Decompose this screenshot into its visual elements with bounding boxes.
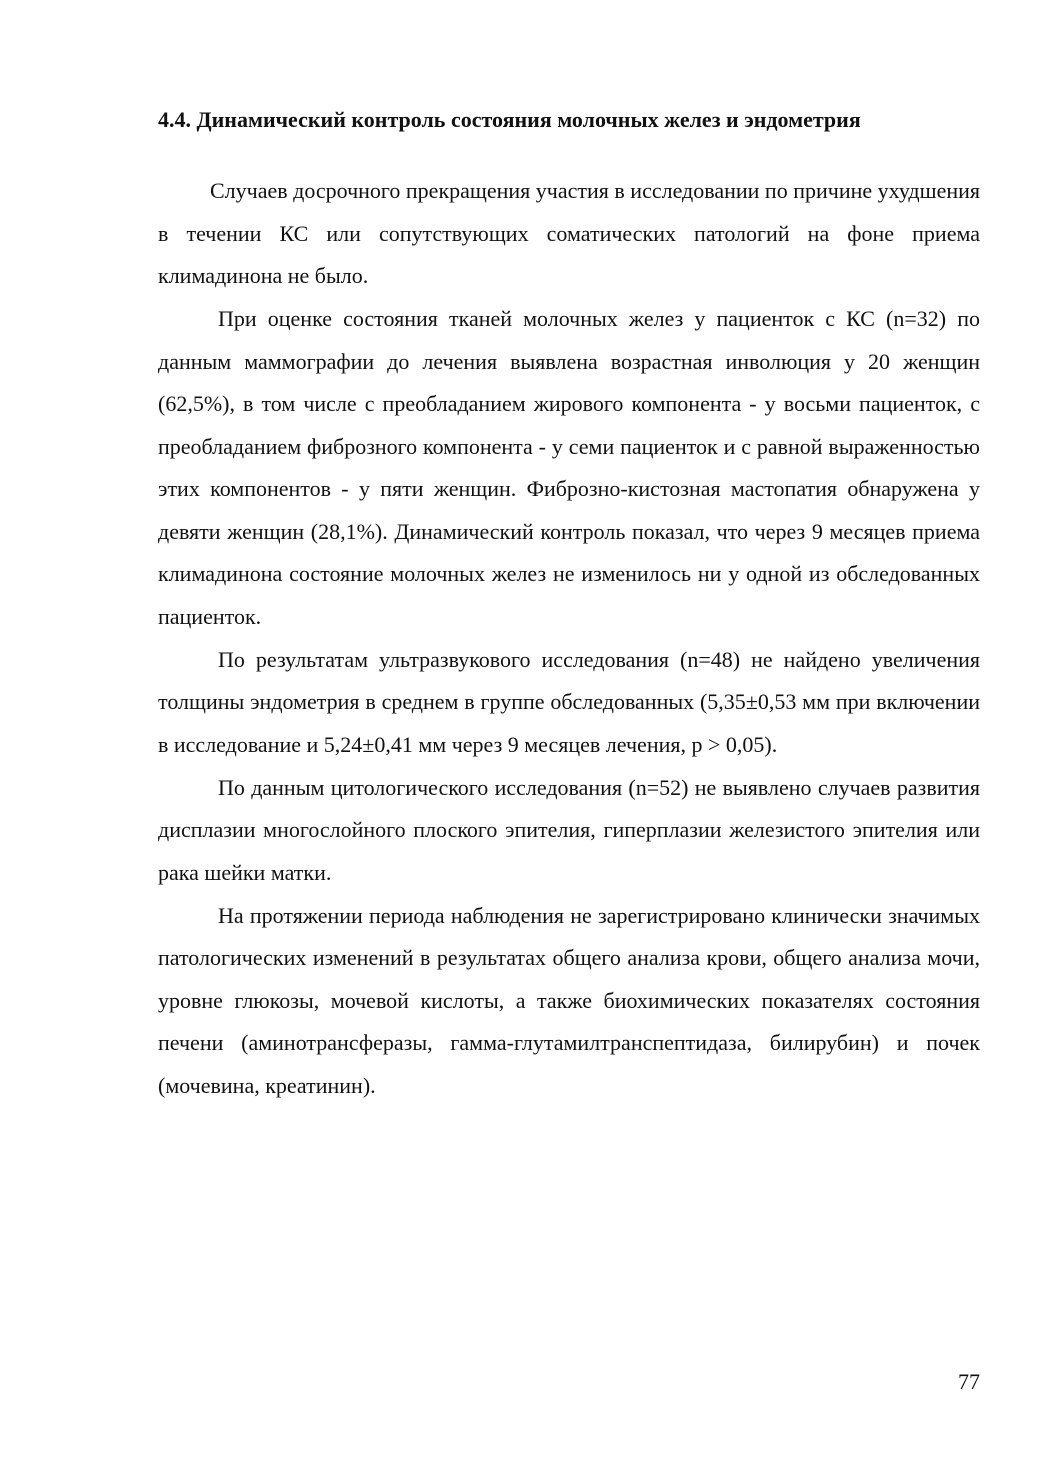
page-number: 77: [958, 1369, 980, 1394]
paragraph-lab-results: На протяжении периода наблюдения не зарегистрировано клинически значимых патологических изменений в результатах общего анализа крови, общего анализа мочи, уровне глюкозы, мочевой кислоты, а также биохимических показателях состояния печени (аминотрансферазы, гамма-глутамилтранспептидаза, билирубин) и почек (мочевина, креатинин).: [158, 902, 980, 1098]
body-text: [158, 170, 980, 1107]
paragraph-ultrasound: По результатам ультразвукового исследования (n=48) не найдено увеличения толщины эндометрия в среднем в группе обследованных (5,35±0,53 мм при включении в исследование и 5,24±0,41 мм через 9 месяцев лечения, р > 0,05).: [158, 646, 980, 757]
paragraph-cytology: По данным цитологического исследования (n=52) не выявлено случаев развития дисплазии многослойного плоского эпителия, гиперплазии железистого эпителия или рака шейки матки.: [158, 774, 980, 885]
section-title: 4.4. Динамический контроль состояния молочных желез и эндометрия: [158, 107, 861, 132]
paragraph-mammography: При оценке состояния тканей молочных желез у пациенток с КС (n=32) по данным маммографии до лечения выявлена возрастная инволюция у 20 женщин (62,5%), в том числе с преобладанием жирового компонента - у восьми пациенток, с преобладанием фиброзного компонента - у семи пациенток и с равной выраженностью этих компонентов - у пяти женщин. Фиброзно-кистозная мастопатия обнаружена у девяти женщин (28,1%). Динамический контроль показал, что через 9 месяцев приема климадинона состояние молочных желез не изменилось ни у одной из обследованных пациенток.: [158, 306, 980, 629]
paragraph-early-withdrawal: Случаев досрочного прекращения участия в исследовании по причине ухудшения в течении КС или сопутствующих соматических патологий на фоне приема климадинона не было.: [158, 178, 980, 288]
